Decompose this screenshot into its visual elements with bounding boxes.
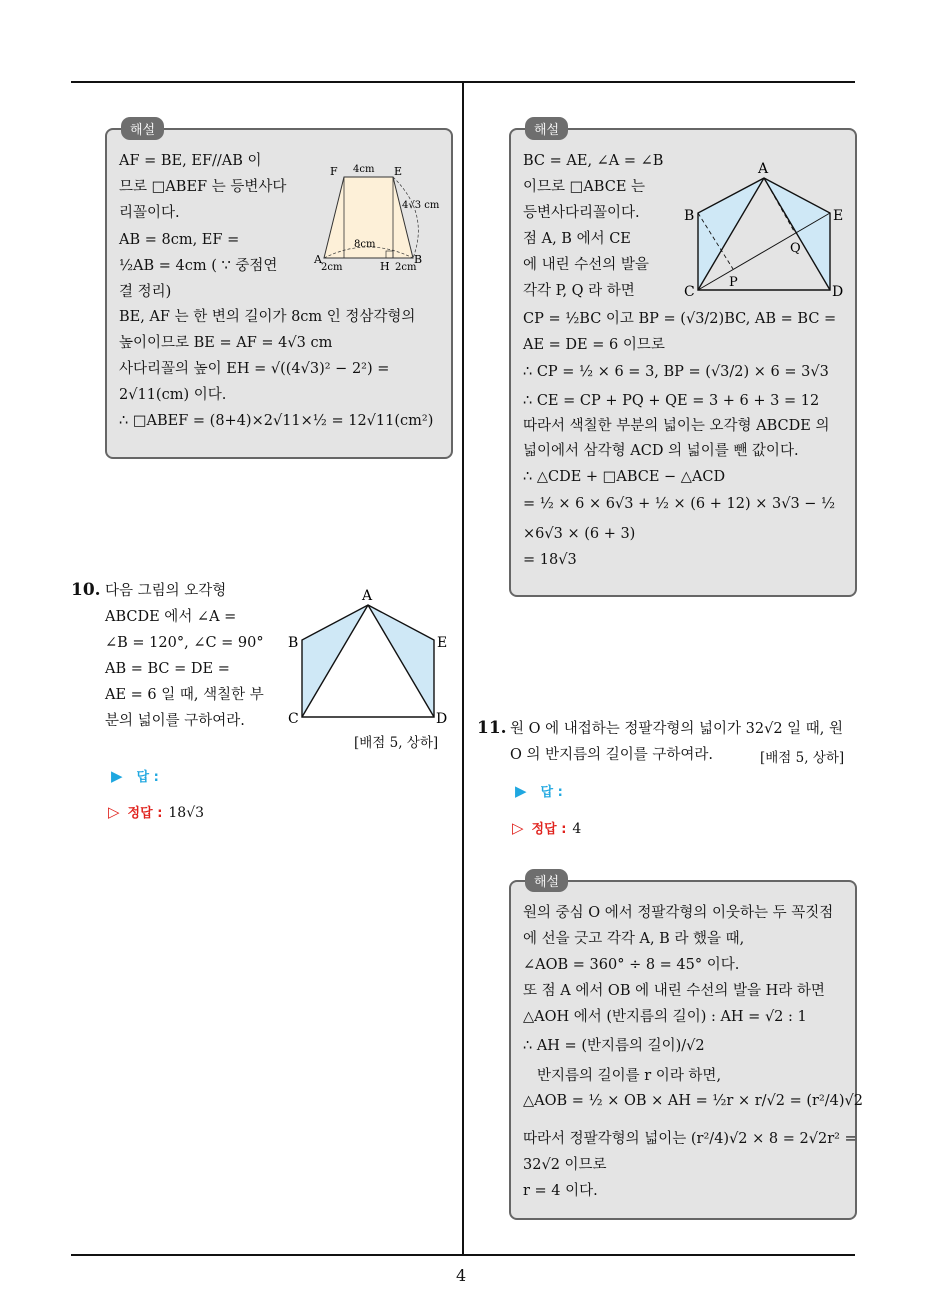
pentagon-figure-q10 <box>285 585 455 735</box>
q10-line-5: AE = 6 일 때, 색칠한 부 <box>105 687 264 703</box>
label-A: A <box>314 253 322 266</box>
pentagon-figure-solution <box>681 158 851 308</box>
label-E: E <box>833 208 844 224</box>
q11-correct-answer <box>512 818 581 837</box>
sol10-line-6: 각각 P, Q 라 하면 <box>523 283 635 299</box>
sol9-line-3: 리꼴이다. <box>119 205 180 221</box>
sol10-line-4: 점 A, B 에서 CE <box>523 231 631 247</box>
sol11-line-9: 따라서 정팔각형의 넓이는 (r²/4)√2 × 8 = 2√2r² = <box>523 1131 857 1147</box>
q10-answer-value: 18√3 <box>168 805 205 821</box>
sol10-line-2: 이므로 □ABCE 는 <box>523 179 646 195</box>
jeongdap-label: 정답 : <box>531 822 567 837</box>
dap-label: 답 : <box>136 770 159 785</box>
q11-number: 11. <box>477 718 507 738</box>
label-D: D <box>436 711 448 727</box>
page-number: 4 <box>456 1266 467 1285</box>
q10-answer-input-row[interactable] <box>111 766 159 785</box>
q10-line-2: ABCDE 에서 ∠A = <box>105 609 237 625</box>
q10-correct-answer <box>108 802 204 821</box>
solution-tag: 해설 <box>525 869 568 892</box>
q11-line-1: 원 O 에 내접하는 정팔각형의 넓이가 32√2 일 때, 원 <box>510 721 844 737</box>
solution-box-9 <box>105 123 453 459</box>
sol9-line-9: 사다리꼴의 높이 EH = √((4√3)² − 2²) = <box>119 361 390 377</box>
sol11-line-8: △AOB = ½ × OB × AH = ½r × r/√2 = (r²/4)√2 <box>523 1093 863 1109</box>
q11-score: [배점 5, 상하] <box>760 750 845 766</box>
sol10-line-14: = ½ × 6 × 6√3 + ½ × (6 + 12) × 3√3 − ½ <box>523 496 836 512</box>
outline-play-icon: ▷ <box>108 803 120 821</box>
label-top: 4cm <box>353 164 375 175</box>
label-side: 4√3 cm <box>402 200 440 211</box>
sol10-line-12: 넓이에서 삼각형 ACD 의 넓이를 뺀 값이다. <box>523 443 799 459</box>
solution-tag: 해설 <box>525 117 568 140</box>
label-F: F <box>330 165 338 178</box>
sol11-line-3: ∠AOB = 360° ÷ 8 = 45° 이다. <box>523 957 740 973</box>
label-left: 2cm <box>321 262 343 273</box>
solution-box-11 <box>509 875 863 1220</box>
sol9-line-5: ½AB = 4cm ( ∵ 중점연 <box>119 258 278 274</box>
sol10-line-8: AE = DE = 6 이므로 <box>523 337 665 353</box>
sol9-line-11: ∴ □ABEF = (8+4)×2√11×½ = 12√11(cm²) <box>119 413 434 429</box>
sol10-line-13: ∴ △CDE + □ABCE − △ACD <box>523 469 726 485</box>
q10-line-1: 다음 그림의 오각형 <box>105 583 227 599</box>
sol9-line-6: 결 정리) <box>119 284 172 300</box>
label-E: E <box>394 165 403 178</box>
q10-number: 10. <box>71 580 101 600</box>
q11-answer-value: 4 <box>572 821 582 837</box>
q10-line-6: 분의 넓이를 구하여라. <box>105 713 245 729</box>
dap-label: 답 : <box>540 785 563 800</box>
sol10-line-11: 따라서 색칠한 부분의 넓이는 오각형 ABCDE 의 <box>523 418 830 434</box>
label-A: A <box>758 161 769 177</box>
sol10-line-15: ×6√3 × (6 + 3) <box>523 526 636 542</box>
jeongdap-label: 정답 : <box>127 806 163 821</box>
label-bottom: 8cm <box>354 239 376 250</box>
sol10-line-7: CP = ½BC 이고 BP = (√3/2)BC, AB = BC = <box>523 311 837 327</box>
q11-line-2: O 의 반지름의 길이를 구하여라. <box>510 747 714 763</box>
label-B: B <box>414 253 423 266</box>
sol9-line-2: 므로 □ABEF 는 등변사다 <box>119 179 287 195</box>
sol9-line-7: BE, AF 는 한 변의 길이가 8cm 인 정삼각형의 <box>119 309 416 325</box>
label-E: E <box>437 635 448 651</box>
trapezoid-figure <box>305 158 445 278</box>
sol9-line-8: 높이이므로 BE = AF = 4√3 cm <box>119 335 333 351</box>
label-B: B <box>288 635 299 651</box>
sol10-line-10: ∴ CE = CP + PQ + QE = 3 + 6 + 3 = 12 <box>523 393 820 409</box>
solution-tag: 해설 <box>121 117 164 140</box>
sol10-line-1: BC = AE, ∠A = ∠B <box>523 153 664 169</box>
sol11-line-10: 32√2 이므로 <box>523 1157 607 1173</box>
sol11-line-2: 에 선을 긋고 각각 A, B 라 했을 때, <box>523 931 745 947</box>
play-icon: ▶ <box>515 782 527 800</box>
label-Q: Q <box>790 241 801 256</box>
label-B: B <box>684 208 695 224</box>
sol9-line-10: 2√11(cm) 이다. <box>119 387 227 403</box>
label-C: C <box>684 284 695 300</box>
label-P: P <box>729 275 738 290</box>
sol10-line-3: 등변사다리꼴이다. <box>523 205 640 221</box>
q10-line-3: ∠B = 120°, ∠C = 90° <box>105 635 264 651</box>
sol10-line-9: ∴ CP = ½ × 6 = 3, BP = (√3/2) × 6 = 3√3 <box>523 364 829 380</box>
sol11-line-4: 또 점 A 에서 OB 에 내린 수선의 발을 H라 하면 <box>523 983 825 999</box>
sol9-line-1: AF = BE, EF//AB 이 <box>119 153 262 169</box>
solution-box-10 <box>509 123 857 597</box>
play-icon: ▶ <box>111 767 123 785</box>
sol11-line-6: ∴ AH = (반지름의 길이)/√2 <box>523 1038 705 1054</box>
sol11-line-7: 반지름의 길이를 r 이라 하면, <box>537 1068 722 1084</box>
q10-score: [배점 5, 상하] <box>354 735 439 751</box>
sol11-line-1: 원의 중심 O 에서 정팔각형의 이웃하는 두 꼭짓점 <box>523 905 834 921</box>
column-divider <box>462 81 464 1256</box>
sol10-line-16: = 18√3 <box>523 552 577 568</box>
sol10-line-5: 에 내린 수선의 발을 <box>523 257 649 273</box>
sol9-line-4: AB = 8cm, EF = <box>119 232 240 248</box>
label-D: D <box>832 284 844 300</box>
label-H: H <box>380 260 390 273</box>
outline-play-icon: ▷ <box>512 819 524 837</box>
label-C: C <box>288 711 299 727</box>
q11-answer-input-row[interactable] <box>515 781 563 800</box>
label-A: A <box>362 588 373 604</box>
sol11-line-5: △AOH 에서 (반지름의 길이) : AH = √2 : 1 <box>523 1009 807 1025</box>
q10-line-4: AB = BC = DE = <box>105 661 230 677</box>
label-right: 2cm <box>395 262 417 273</box>
sol11-line-11: r = 4 이다. <box>523 1183 598 1199</box>
